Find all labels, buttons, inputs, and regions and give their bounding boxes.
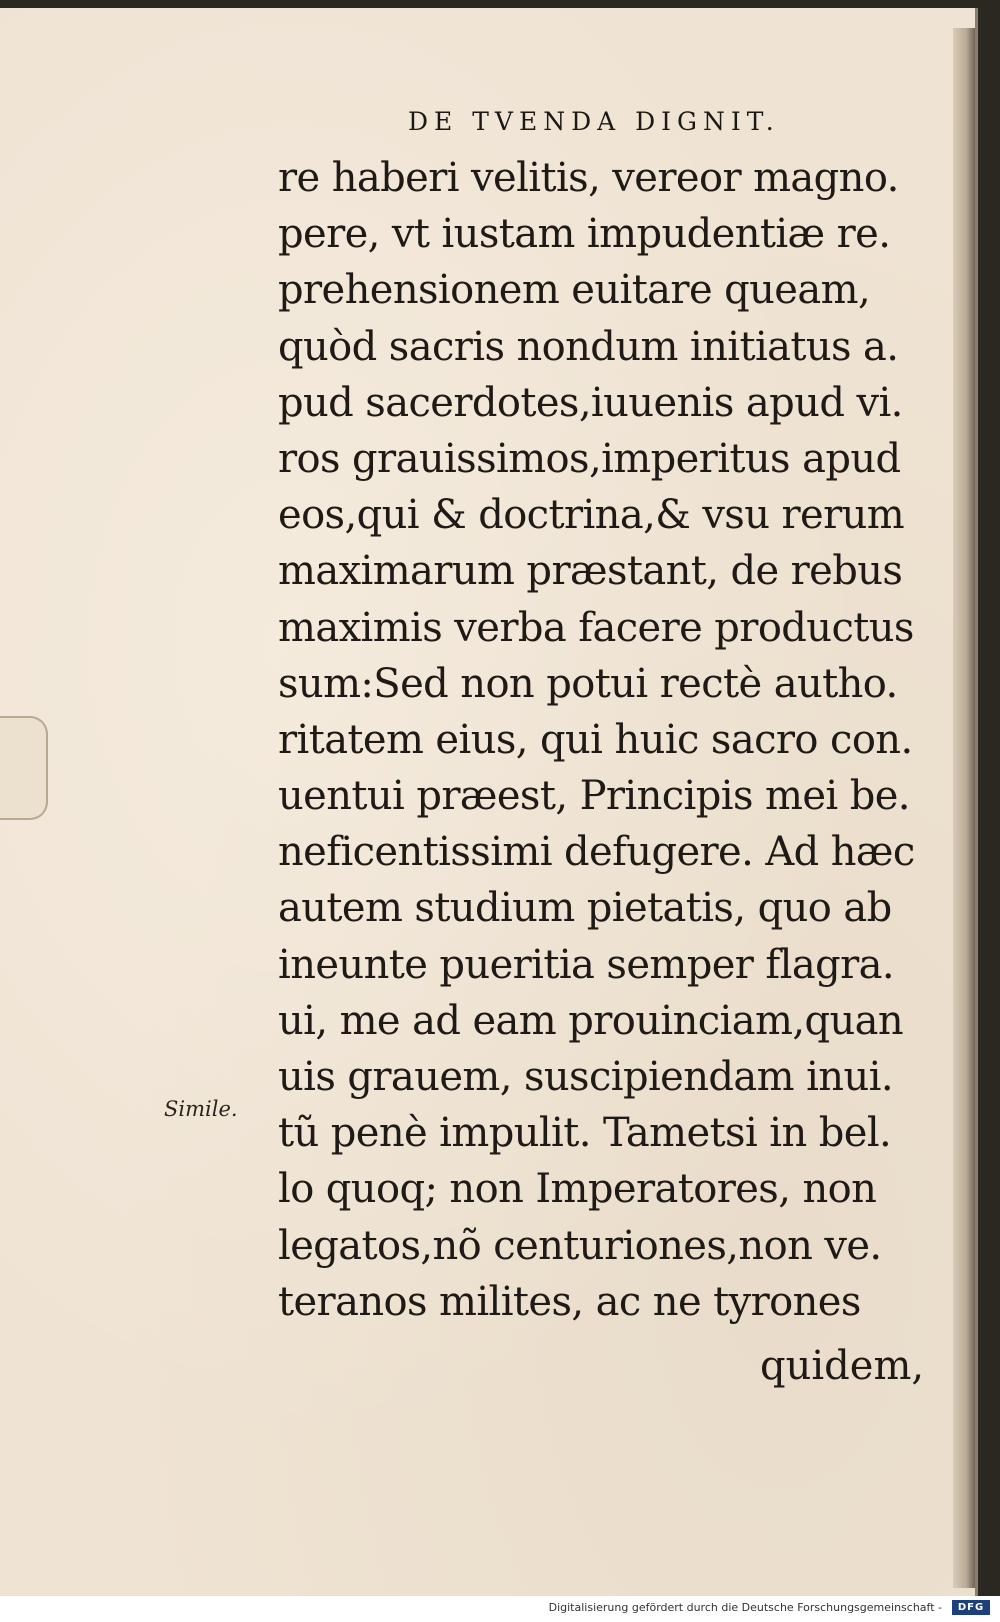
text-line: legatos,nõ centuriones,non ve. — [278, 1222, 882, 1269]
margin-note: Simile. — [164, 1097, 238, 1121]
page-edge — [953, 28, 975, 1588]
text-line: uis grauem, suscipiendam inui. — [278, 1054, 893, 1100]
page-clip-tab — [0, 716, 48, 820]
text-line: maximis verba facere productus — [278, 604, 914, 651]
text-line: eos,qui & doctrina,& vsu rerum — [278, 492, 905, 539]
text-line: teranos milites, ac ne tyrones — [278, 1278, 861, 1325]
text-line: neficentissimi defugere. Ad hæc — [278, 829, 915, 876]
text-line: ui, me ad eam prouinciam,quan — [278, 997, 904, 1044]
text-line: ritatem eius, qui huic sacro con. — [278, 716, 913, 763]
dfg-logo: DFG — [952, 1600, 990, 1615]
digitization-credit: Digitalisierung gefördert durch die Deutsche Forschungsgemeinschaft - — [548, 1601, 942, 1614]
body-text — [278, 150, 918, 1330]
text-line: pere, vt iustam impudentiæ re. — [278, 211, 891, 258]
text-line: re haberi velitis, vereor magno. — [278, 155, 899, 201]
text-line: prehensionem euitare queam, — [278, 267, 871, 314]
text-line: sum:Sed non potui rectè autho. — [278, 660, 898, 707]
text-line: quòd sacris nondum initiatus a. — [278, 323, 899, 370]
running-head: DE TVENDA DIGNIT. — [408, 107, 780, 136]
text-line: uentui præest, Principis mei be. — [278, 773, 910, 820]
text-line: tũ penè impulit. Tametsi in bel. — [278, 1110, 892, 1157]
text-line: pud sacerdotes,iuuenis apud vi. — [278, 379, 903, 426]
text-line: ros grauissimos,imperitus apud — [278, 435, 901, 482]
text-line: ineunte pueritia semper flagra. — [278, 941, 894, 988]
text-line: maximarum præstant, de rebus — [278, 548, 903, 595]
catchword: quidem, — [760, 1343, 925, 1389]
text-line: lo quoq; non Imperatores, non — [278, 1166, 877, 1213]
text-line: autem studium pietatis, quo ab — [278, 885, 892, 932]
